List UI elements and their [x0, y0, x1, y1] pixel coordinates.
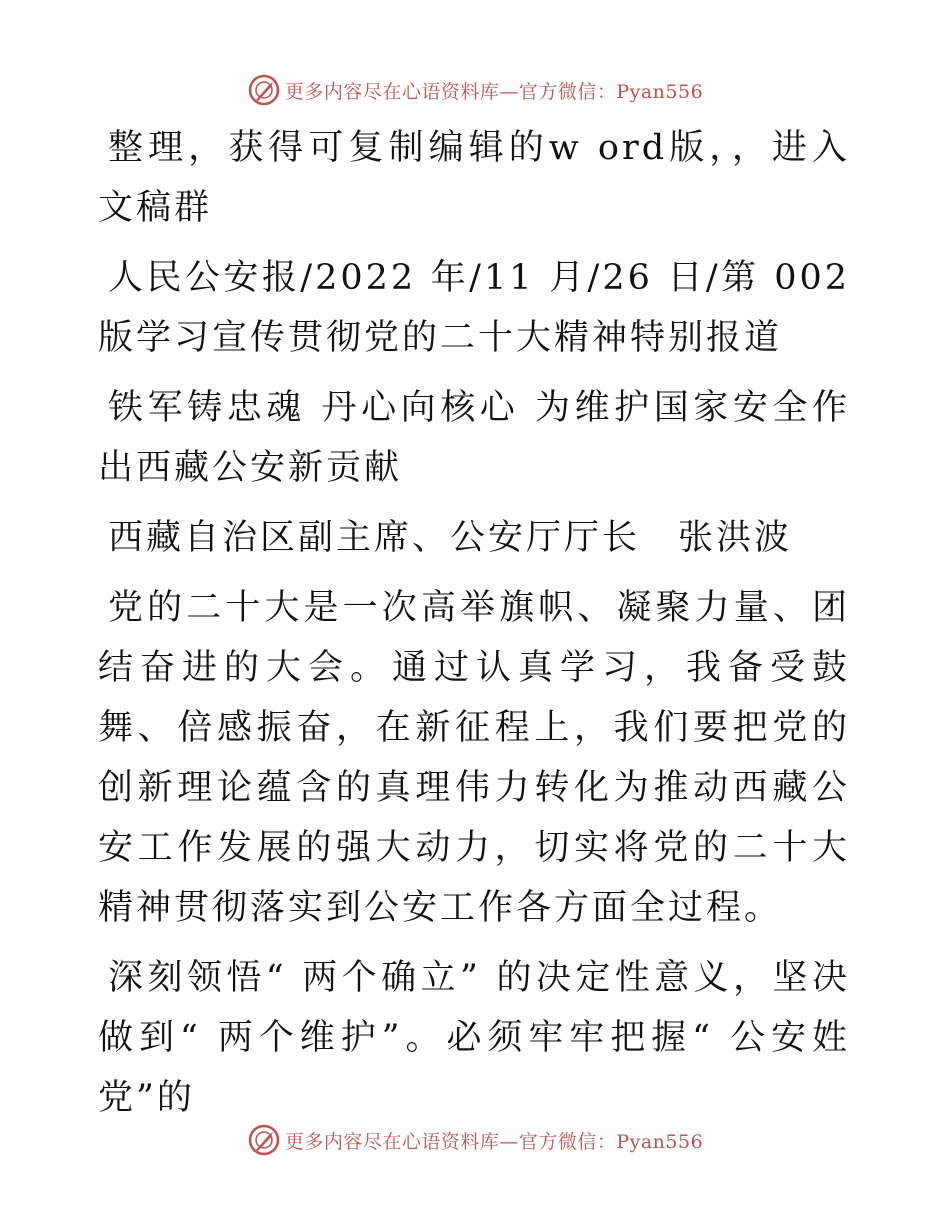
watermark-text: 更多内容尽在心语资料库—官方微信：Pyan556 — [284, 80, 704, 103]
article-title: 铁军铸忠魂 丹心向核心 为维护国家安全作出西藏公安新贡献 — [98, 388, 850, 488]
document-body — [98, 118, 850, 1138]
paragraph-intro-note: 整理，获得可复制编辑的w ord版，，进入文稿群 — [98, 128, 850, 228]
footer-watermark — [0, 1120, 950, 1160]
pen-logo-icon — [247, 73, 281, 107]
article-author: 西藏自治区副主席、公安厅厅长 张洪波 — [108, 518, 793, 558]
header-watermark — [0, 70, 950, 110]
paragraph-body-2: 深刻领悟“ 两个确立” 的决定性意义，坚决做到“ 两个维护”。必须牢牢把握“ 公安姓党”的 — [98, 958, 850, 1118]
pen-logo-icon — [247, 1123, 281, 1157]
paragraph-source: 人民公安报/2022 年/11 月/26 日/第 002 版学习宣传贯彻党的二十大精神特别报道 — [98, 258, 850, 358]
watermark-text: 更多内容尽在心语资料库—官方微信：Pyan556 — [284, 1130, 704, 1153]
paragraph-body-1: 党的二十大是一次高举旗帜、凝聚力量、团结奋进的大会。通过认真学习，我备受鼓舞、倍感振奋，在新征程上，我们要把党的创新理论蕴含的真理伟力转化为推动西藏公安工作发展的强大动力，切实将党的二十大精神贯彻落实到公安工作各方面全过程。 — [98, 588, 850, 928]
